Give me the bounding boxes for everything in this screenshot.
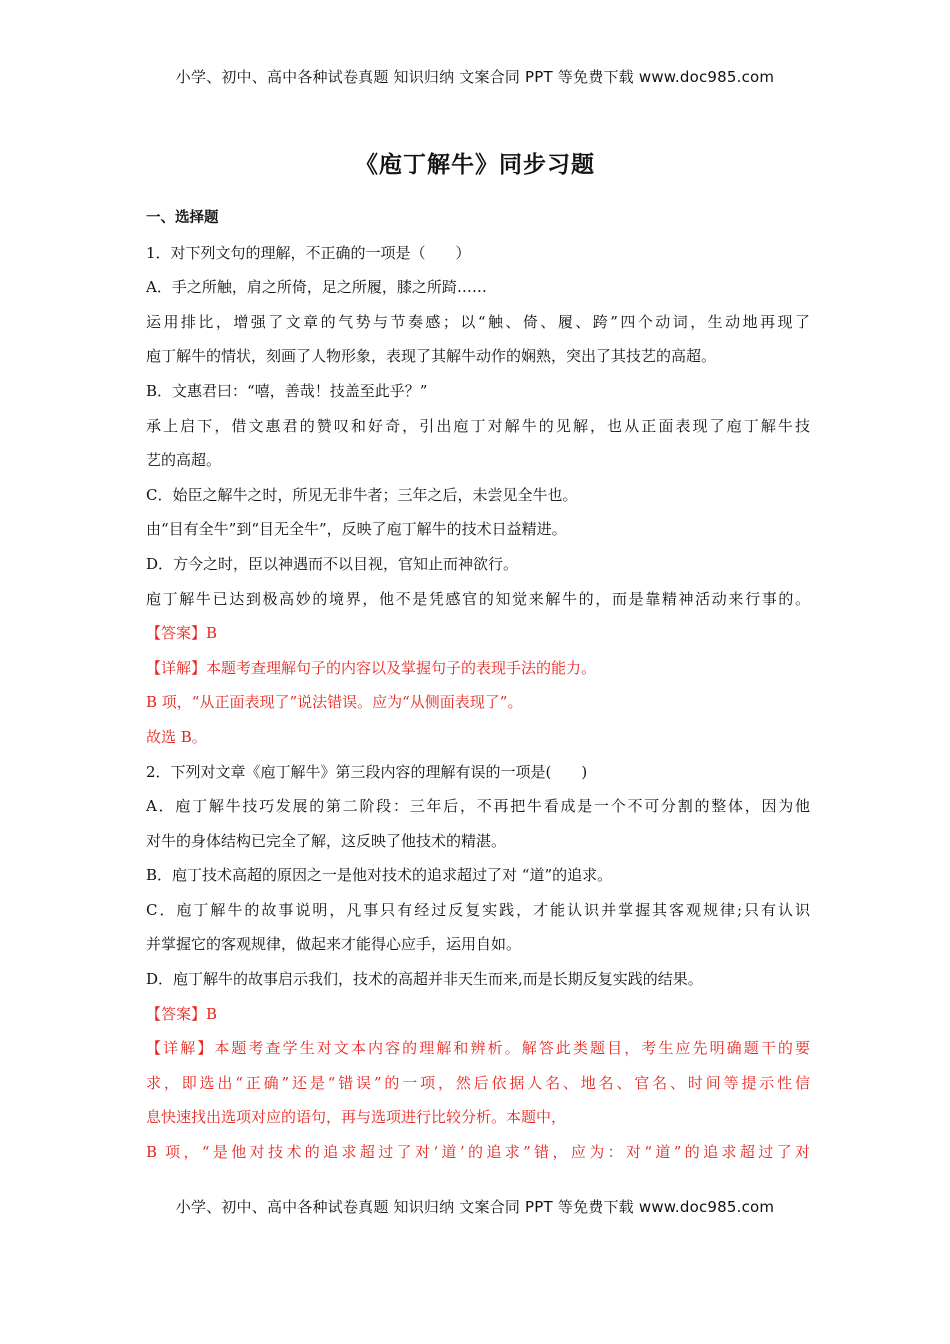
section-heading: 一、选择题: [146, 210, 219, 226]
question-2-detail-line-2: 求，即选出“正确”还是“错误”的一项，然后依据人名、地名、官名、时间等提示性信: [146, 1073, 810, 1092]
page-header: 小学、初中、高中各种试卷真题 知识归纳 文案合同 PPT 等免费下载 www.doc985.com: [175, 68, 775, 86]
question-2-stem: 2．下列对文章《庖丁解牛》第三段内容的理解有误的一项是( ): [146, 762, 588, 781]
question-1-detail-line-3: 故选 B。: [146, 727, 207, 746]
question-1-stem: 1．对下列文句的理解，不正确的一项是（ ）: [146, 243, 471, 262]
page-title: 《庖丁解牛》同步习题: [355, 152, 595, 178]
question-1-option-c-explanation: 由“目有全牛”到“目无全牛”，反映了庖丁解牛的技术日益精进。: [146, 520, 567, 539]
question-1-answer: 【答案】B: [146, 624, 218, 643]
question-2-option-a-line-1: A．庖丁解牛技巧发展的第二阶段：三年后，不再把牛看成是一个不可分割的整体，因为他: [146, 797, 810, 816]
question-2-option-c-line-1: C．庖丁解牛的故事说明，凡事只有经过反复实践，才能认识并掌握其客观规律;只有认识: [146, 900, 810, 919]
document-body: [146, 201, 810, 1170]
question-2-option-c-line-2: 并掌握它的客观规律，做起来才能得心应手，运用自如。: [146, 935, 522, 954]
question-2-option-a-line-2: 对牛的身体结构已完全了解，这反映了他技术的精湛。: [146, 831, 507, 850]
question-1-option-d: D．方今之时，臣以神遇而不以目视，官知止而神欲行。: [146, 554, 519, 573]
question-1-option-b: B．文惠君曰：“嘻，善哉！技盖至此乎？”: [146, 381, 428, 400]
question-1-detail-line-1: 【详解】本题考查理解句子的内容以及掌握句子的表现手法的能力。: [146, 658, 597, 677]
question-1-detail-line-2: B 项，“从正面表现了”说法错误。应为“从侧面表现了”。: [146, 693, 523, 712]
question-1-option-c: C．始臣之解牛之时，所见无非牛者；三年之后，未尝见全牛也。: [146, 485, 578, 504]
question-1-option-d-explanation: 庖丁解牛已达到极高妙的境界，他不是凭感官的知觉来解牛的，而是靠精神活动来行事的。: [146, 589, 810, 608]
question-1-option-a-explanation-line-1: 运用排比，增强了文章的气势与节奏感；以“触、倚、履、跨”四个动词，生动地再现了: [146, 312, 810, 331]
question-2-option-d: D．庖丁解牛的故事启示我们，技术的高超并非天生而来,而是长期反复实践的结果。: [146, 970, 703, 989]
question-2-detail-line-3: 息快速找出选项对应的语句，再与选项进行比较分析。本题中，: [146, 1108, 567, 1127]
question-2-answer: 【答案】B: [146, 1004, 218, 1023]
question-1-option-a-explanation-line-2: 庖丁解牛的情状，刻画了人物形象，表现了其解牛动作的娴熟，突出了其技艺的高超。: [146, 347, 717, 366]
question-2-option-b: B．庖丁技术高超的原因之一是他对技术的追求超过了对 “道”的追求。: [146, 866, 613, 885]
page-footer: 小学、初中、高中各种试卷真题 知识归纳 文案合同 PPT 等免费下载 www.doc985.com: [175, 1198, 775, 1216]
question-1-option-a: A．手之所触，肩之所倚，足之所履，膝之所踦……: [146, 278, 487, 297]
question-1-option-b-explanation-line-1: 承上启下，借文惠君的赞叹和好奇，引出庖丁对解牛的见解，也从正面表现了庖丁解牛技: [146, 416, 810, 435]
question-1-option-b-explanation-line-2: 艺的高超。: [146, 451, 222, 470]
question-2-detail-line-4: B 项，“是他对技术的追求超过了对‘道’的追求”错，应为：对“道”的追求超过了对: [146, 1143, 810, 1162]
question-2-detail-line-1: 【详解】本题考查学生对文本内容的理解和辨析。解答此类题目，考生应先明确题干的要: [146, 1039, 810, 1058]
